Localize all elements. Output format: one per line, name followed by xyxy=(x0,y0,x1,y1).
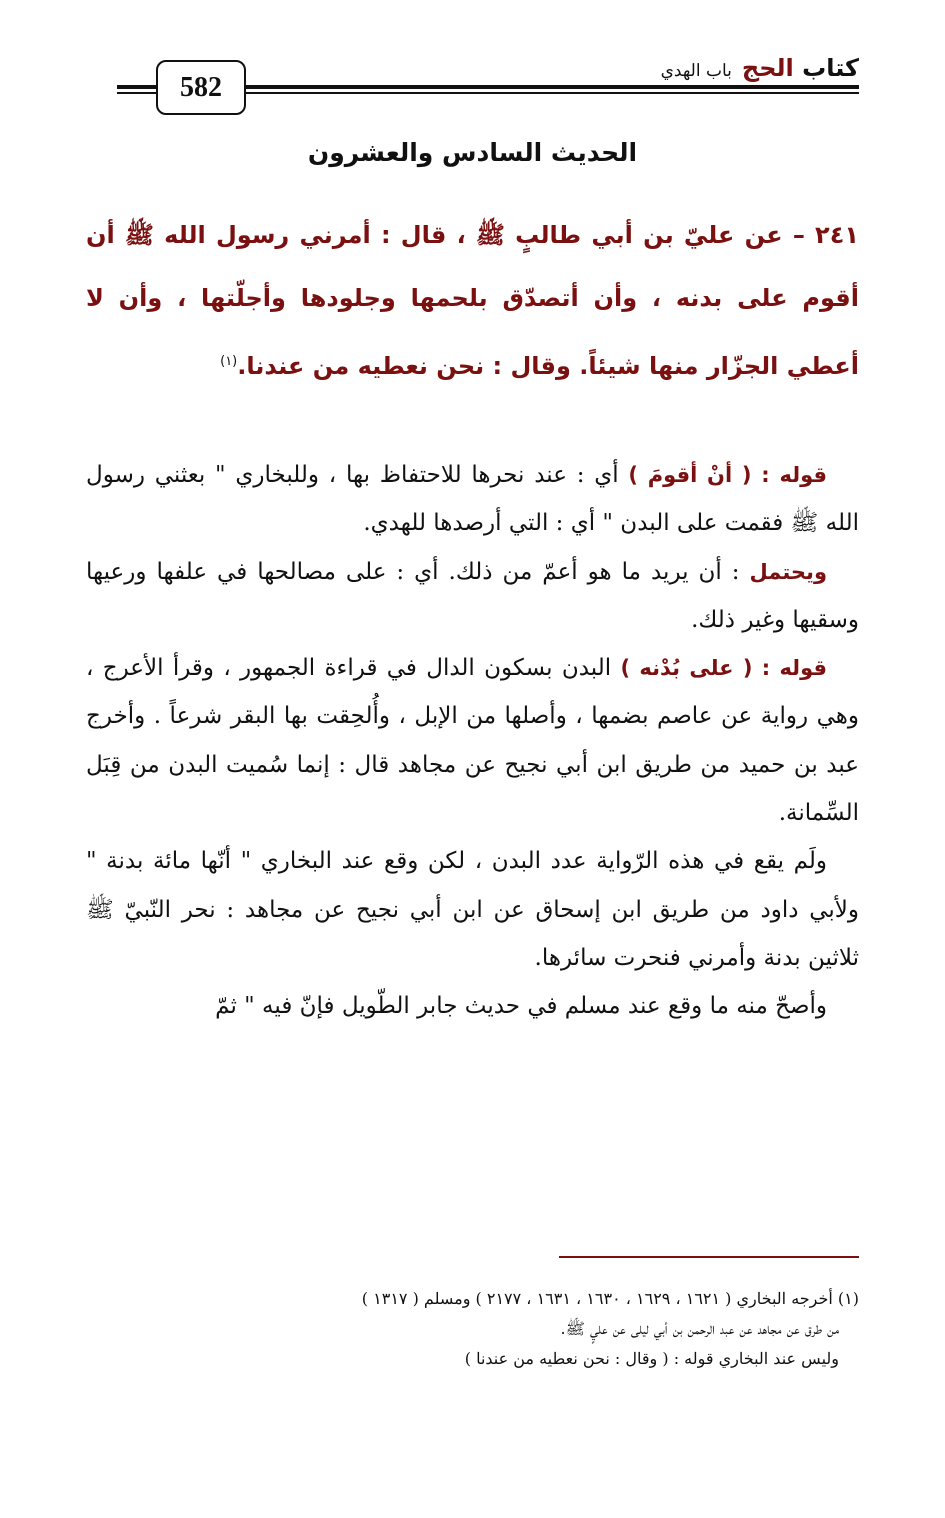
chapter-title: باب الهدي xyxy=(660,61,732,81)
footnote-rule xyxy=(559,1256,859,1258)
hadith-heading: الحديث السادس والعشرون xyxy=(307,138,638,167)
page-number xyxy=(156,60,246,115)
hadith-text xyxy=(86,204,859,398)
commentary-lead: قوله : ( على بُدْنه ) xyxy=(620,656,827,681)
commentary xyxy=(86,451,859,1031)
book-title xyxy=(742,54,859,82)
footnotes xyxy=(86,1284,859,1374)
book-title-highlight: الحج xyxy=(741,54,794,82)
commentary-paragraph xyxy=(86,837,859,982)
commentary-paragraph xyxy=(86,548,859,645)
running-head xyxy=(661,54,859,86)
commentary-text: وأصحّ منه ما وقع عند مسلم في حديث جابر الطّويل فإنّ فيه " ثمّ xyxy=(215,993,827,1020)
commentary-text: : أن يريد ما هو أعمّ من ذلك. أي : على مصالحها في علفها ورعيها وسقيها وغير ذلك. xyxy=(86,558,859,633)
commentary-paragraph xyxy=(86,451,859,548)
commentary-text: البدن بسكون الدال في قراءة الجمهور ، وقرأ الأعرج ، وهي رواية عن عاصم بضمها ، وأصلها من الإبل ، وأُلحِقت بها البقر شرعاً . وأخرج عبد بن حميد من طريق ابن أبي نجيح عن مجاهد قال : إنما سُميت البدن من قِبَل السِّمانة. xyxy=(86,655,859,827)
page-number-label: 582 xyxy=(180,71,222,103)
book-title-prefix: كتاب xyxy=(793,54,859,82)
commentary-text: ولَم يقع في هذه الرّواية عدد البدن ، لكن وقع عند البخاري " أنّها مائة بدنة " ولأبي داود من طريق ابن إسحاق عن ابن أبي نجيح عن مجاهد : نحر النّبيّ ﷺ ثلاثين بدنة وأمرني فنحرت سائرها. xyxy=(86,848,859,971)
footnote-reference: (١) xyxy=(220,354,238,369)
commentary-paragraph xyxy=(86,982,859,1030)
footnote-line: (١) أخرجه البخاري ( ١٦٢١ ، ١٦٢٩ ، ١٦٣٠ ، ١٦٣١ ، ٢١٧٧ ) ومسلم ( ١٣١٧ ) xyxy=(361,1289,859,1308)
commentary-lead: ويحتمل xyxy=(749,559,827,584)
commentary-paragraph xyxy=(86,644,859,837)
footnote-line: وليس عند البخاري قوله : ( وقال : نحن نعطيه من عندنا ) xyxy=(464,1349,839,1368)
footnote-line: من طرق عن مجاهد عن عبد الرحمن بن أبي ليلى عن عليٍ ﷺ. xyxy=(560,1319,839,1338)
commentary-lead: قوله : ( أنْ أقومَ ) xyxy=(628,463,827,487)
hadith-text-content: ٢٤١ – عن عليّ بن أبي طالبٍ ﷺ ، قال : أمرني رسول الله ﷺ أن أقوم على بدنه ، وأن أتصدّق بلحمها وجلودها وأجلّتها ، وأن لا أعطي الجزّار منها شيئاً. وقال : نحن نعطيه من عندنا. xyxy=(86,221,859,380)
commentary-text: أي : عند نحرها للاحتفاظ بها ، وللبخاري " بعثني رسول الله ﷺ فقمت على البدن " أي : التي أرصدها للهدي. xyxy=(86,462,859,537)
